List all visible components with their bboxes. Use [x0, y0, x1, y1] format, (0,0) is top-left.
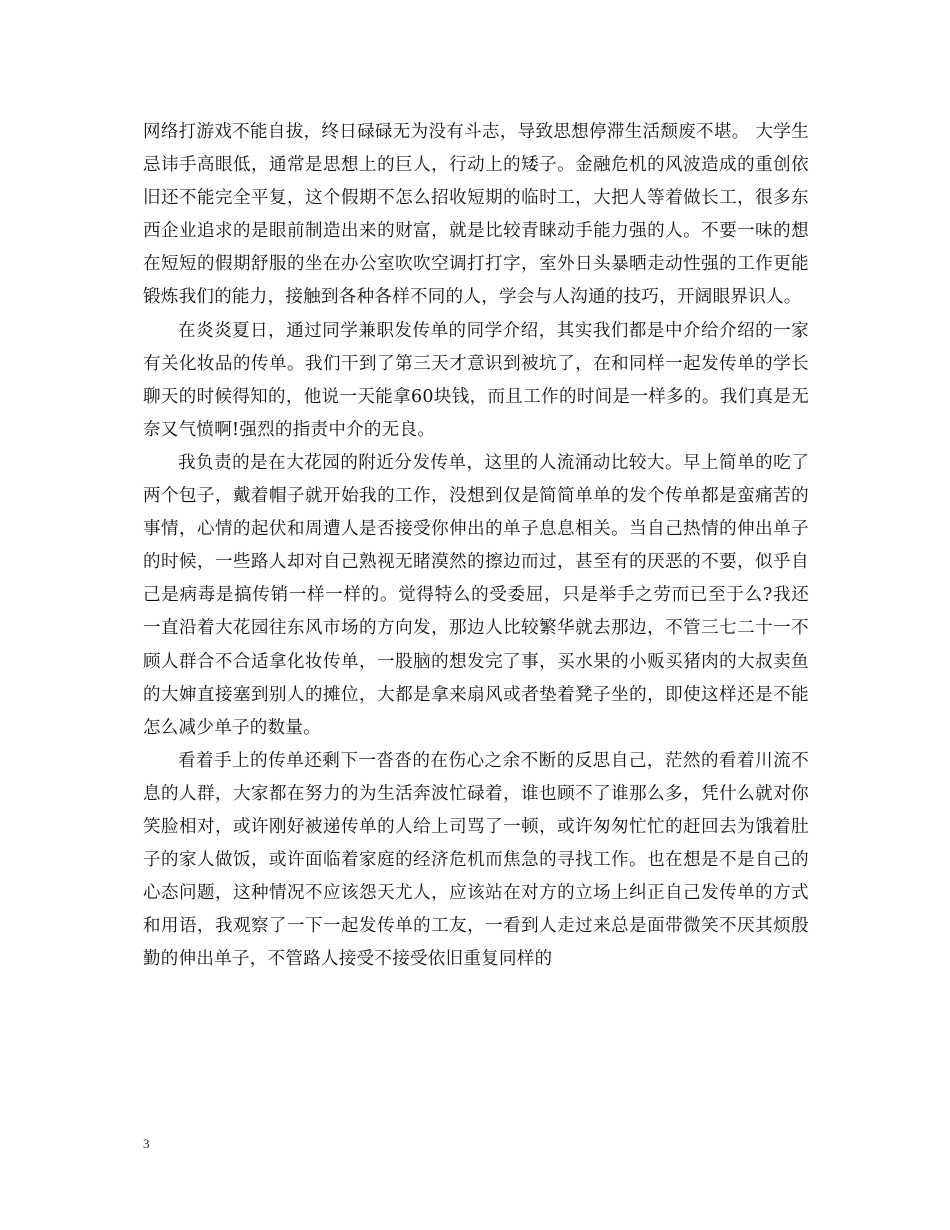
- paragraph-1: 网络打游戏不能自拔，终日碌碌无为没有斗志，导致思想停滞生活颓废不堪。 大学生忌讳手高眼低，通常是思想上的巨人，行动上的矮子。金融危机的风波造成的重创依旧还不能完全平复，这个假期不怎么招收短期的临时工，大把人等着做长工，很多东西企业追求的是眼前制造出来的财富，就是比较青睐动手能力强的人。不要一味的想在短短的假期舒服的坐在办公室吹吹空调打打字，室外日头暴晒走动性强的工作更能锻炼我们的能力，接触到各种各样不同的人，学会与人沟通的技巧，开阔眼界识人。: [143, 122, 809, 308]
- paragraph-2: 在炎炎夏日，通过同学兼职发传单的同学介绍，其实我们都是中介给介绍的一家有关化妆品的传单。我们干到了第三天才意识到被坑了，在和同样一起发传单的学长聊天的时候得知的，他说一天能拿60块钱，而且工作的时间是一样多的。我们真是无奈又气愤啊!强烈的指责中介的无良。: [143, 320, 809, 440]
- body-text: [143, 116, 809, 976]
- paragraph-4: 看着手上的传单还剩下一沓沓的在伤心之余不断的反思自己，茫然的看着川流不息的人群，大家都在努力的为生活奔波忙碌着，谁也顾不了谁那么多，凭什么就对你笑脸相对，或许刚好被递传单的人给上司骂了一顿，或许匆匆忙忙的赶回去为饿着肚子的家人做饭，或许面临着家庭的经济危机而焦急的寻找工作。也在想是不是自己的心态问题，这种情况不应该怨天尤人，应该站在对方的立场上纠正自己发传单的方式和用语，我观察了一下一起发传单的工友，一看到人走过来总是面带微笑不厌其烦殷勤的伸出单子，不管路人接受不接受依旧重复同样的: [143, 750, 809, 970]
- paragraph-3: 我负责的是在大花园的附近分发传单，这里的人流涌动比较大。早上简单的吃了两个包子，戴着帽子就开始我的工作，没想到仅是简简单单的发个传单都是蛮痛苦的事情，心情的起伏和周遭人是否接受你伸出的单子息息相关。当自己热情的伸出单子的时候，一些路人却对自己熟视无睹漠然的擦边而过，甚至有的厌恶的不要，似乎自己是病毒是搞传销一样一样的。觉得特么的受委屈，只是举手之劳而已至于么?我还一直沿着大花园往东风市场的方向发，那边人比较繁华就去那边，不管三七二十一不顾人群合不合适拿化妆传单，一股脑的想发完了事，买水果的小贩买猪肉的大叔卖鱼的大婶直接塞到别人的摊位，大都是拿来扇风或者垫着凳子坐的，即使这样还是不能怎么减少单子的数量。: [143, 452, 809, 738]
- page-number: 3: [143, 1136, 150, 1151]
